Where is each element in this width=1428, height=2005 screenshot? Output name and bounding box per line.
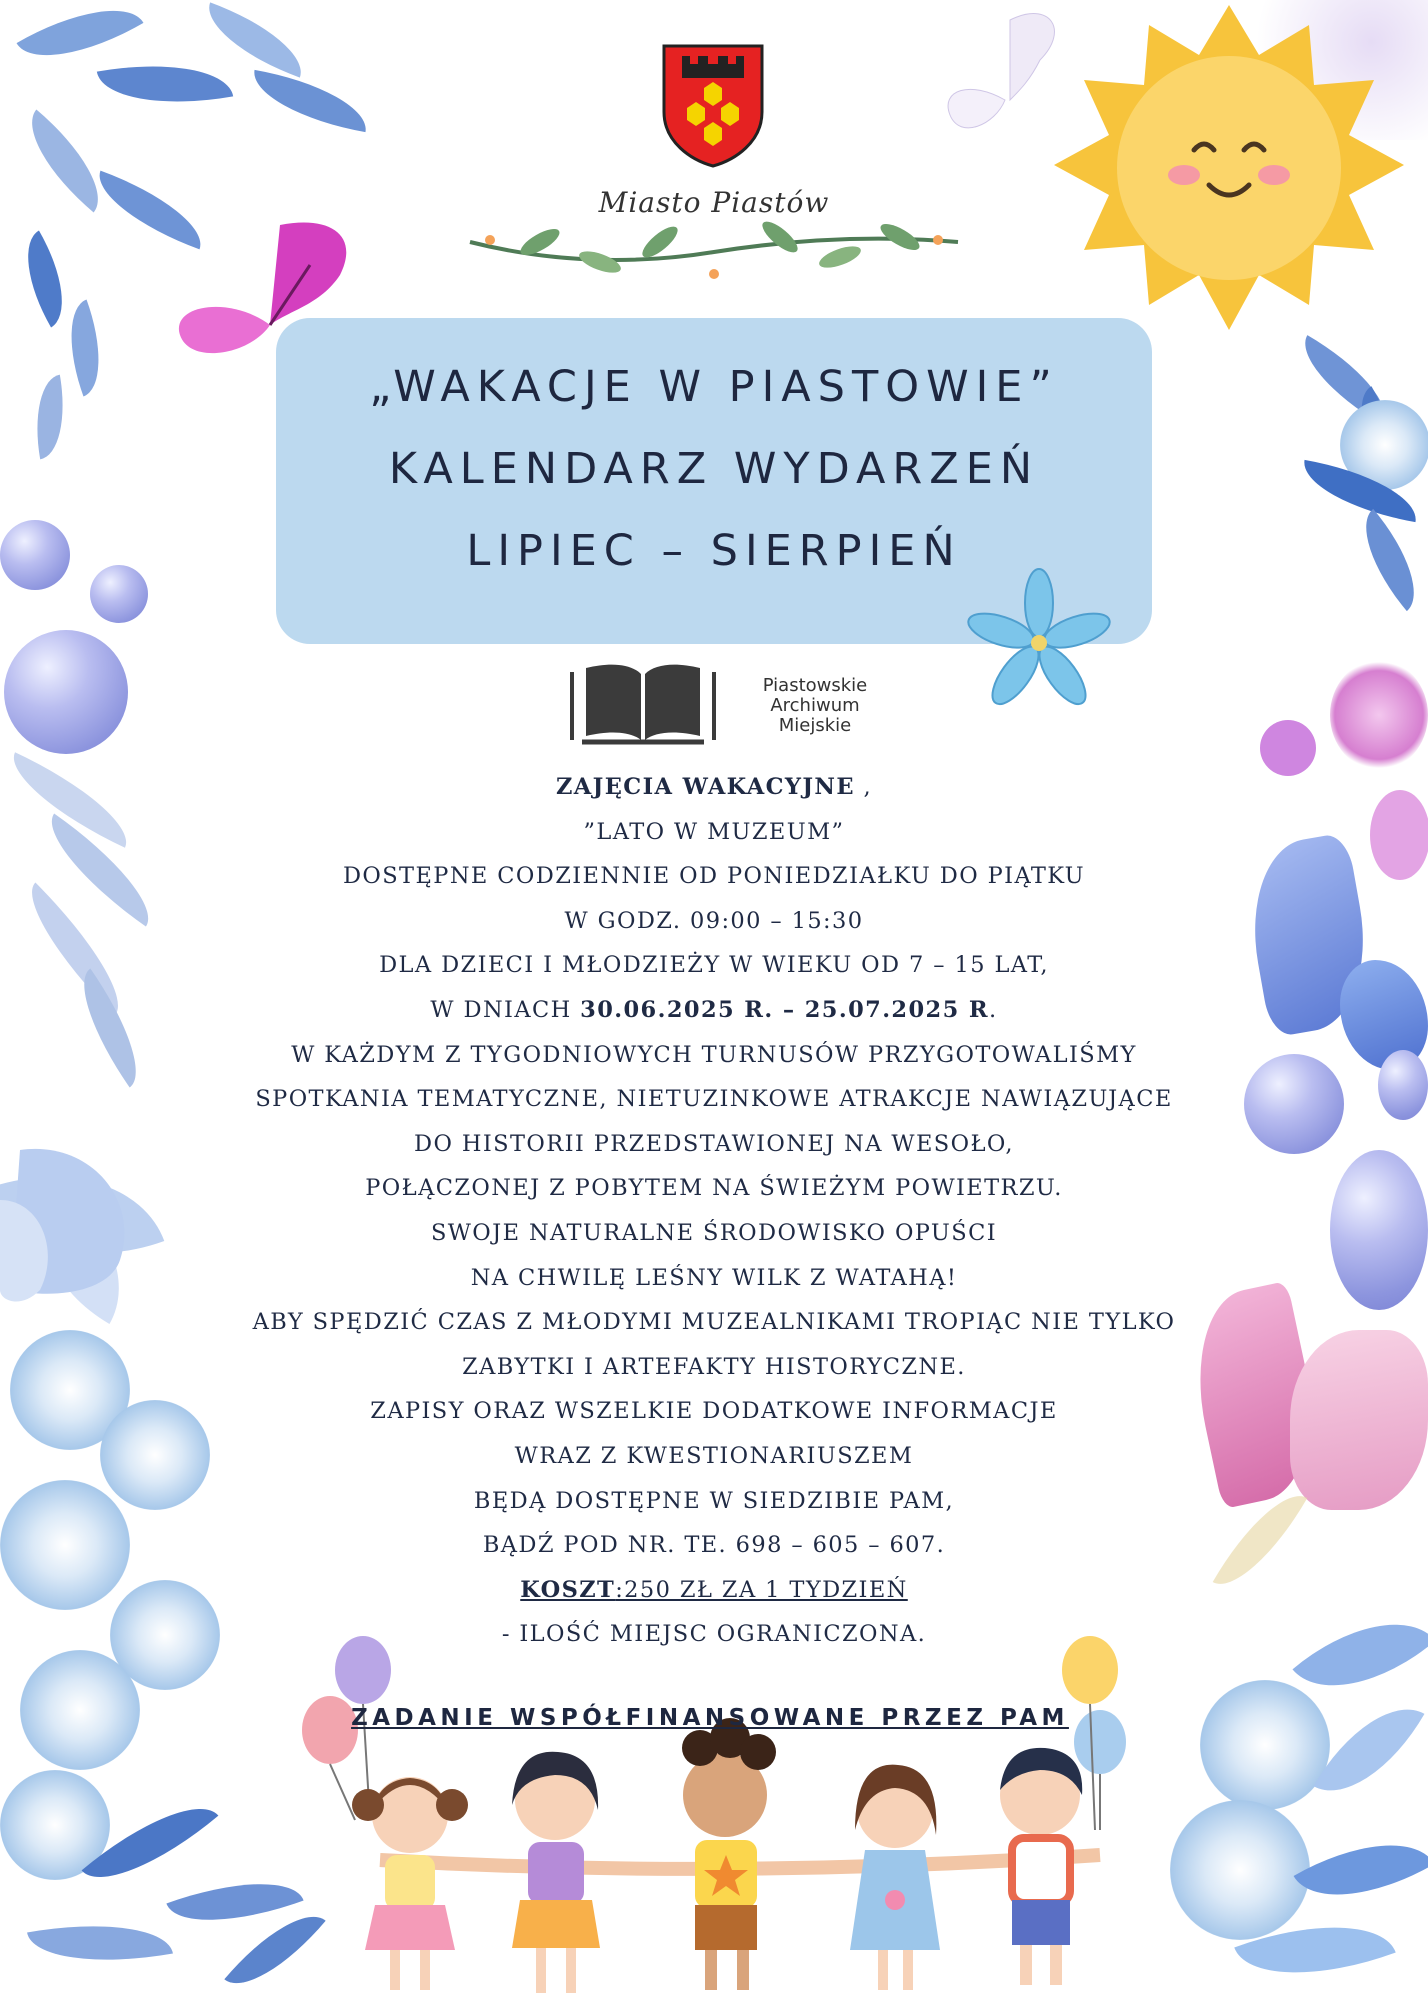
- body-line-8: SPOTKANIA TEMATYCZNE, NIETUZINKOWE ATRAKCJE NAWIĄZUJĄCE: [255, 1086, 1173, 1113]
- archive-name-line-2: Archiwum: [770, 695, 860, 716]
- body-line-13: ABY SPĘDZIĆ CZAS Z MŁODYMI MUZEALNIKAMI TROPIĄC NIE TYLKO: [252, 1309, 1176, 1336]
- body-line-1: [200, 765, 1228, 810]
- body-line-11: SWOJE NATURALNE ŚRODOWISKO OPUŚCI: [430, 1219, 998, 1246]
- body-line-9: DO HISTORII PRZEDSTAWIONEJ NA WESOŁO,: [414, 1130, 1014, 1157]
- body-line-6-post: .: [989, 996, 998, 1023]
- title-line-3: LIPIEC – SIERPIEŃ: [466, 526, 962, 576]
- city-crest-icon: [660, 42, 766, 168]
- body-line-6: [200, 988, 1228, 1033]
- body-line-15: ZAPISY ORAZ WSZELKIE DODATKOWE INFORMACJE: [370, 1398, 1058, 1425]
- body-line-16: WRAZ Z KWESTIONARIUSZEM: [514, 1442, 914, 1469]
- body-line-20: - ILOŚĆ MIEJSC OGRANICZONA.: [501, 1621, 927, 1648]
- cost-value: :250 ZŁ ZA 1 TYDZIEŃ: [615, 1576, 908, 1603]
- body-line-19: [200, 1568, 1228, 1613]
- title-line-1: „WAKACJE W PIASTOWIE”: [369, 362, 1059, 412]
- body-line-18: BĄDŹ POD NR. TE. 698 – 605 – 607.: [482, 1532, 946, 1559]
- body-line-1-rest: ,: [854, 774, 873, 800]
- body-line-2: ”LATO W MUZEUM”: [583, 818, 845, 845]
- body-line-6-pre: W DNIACH: [430, 996, 581, 1023]
- blue-butterfly-icon: [0, 1140, 160, 1320]
- archive-name: [740, 676, 890, 736]
- archive-name-line-3: Miejskie: [778, 715, 852, 736]
- date-range: 30.06.2025 R. – 25.07.2025 R: [580, 996, 989, 1023]
- body-line-4: W GODZ. 09:00 – 15:30: [564, 907, 864, 934]
- body-line-3: DOSTĘPNE CODZIENNIE OD PONIEDZIAŁKU DO PIĄTKU: [342, 863, 1086, 890]
- body-line-14: ZABYTKI I ARTEFAKTY HISTORYCZNE.: [462, 1353, 966, 1380]
- body-line-10: POŁĄCZONEJ Z POBYTEM NA ŚWIEŻYM POWIETRZU.: [365, 1175, 1063, 1202]
- body-line-12: NA CHWILĘ LEŚNY WILK Z WATAHĄ!: [470, 1264, 958, 1291]
- announcement-body: [200, 765, 1228, 1657]
- funding-note: ZADANIE WSPÓŁFINANSOWANE PRZEZ PAM: [351, 1705, 1069, 1731]
- activities-heading: ZAJĘCIA WAKACYJNE: [555, 774, 855, 800]
- vine-ornament-icon: [460, 212, 968, 292]
- body-line-17: BĘDĄ DOSTĘPNE W SIEDZIBIE PAM,: [473, 1487, 955, 1514]
- blue-flower-icon: [964, 568, 1114, 718]
- city-name: Miasto Piastów: [598, 186, 830, 219]
- children-holding-hands-illustration: [300, 1630, 1160, 2000]
- smiling-sun-icon: [1044, 0, 1414, 350]
- title-line-2: KALENDARZ WYDARZEŃ: [388, 444, 1040, 494]
- body-line-5: DLA DZIECI I MŁODZIEŻY W WIEKU OD 7 – 15 LAT,: [379, 952, 1049, 979]
- cost-label: KOSZT: [520, 1576, 616, 1603]
- archive-name-line-1: Piastowskie: [762, 675, 868, 696]
- body-line-7: W KAŻDYM Z TYGODNIOWYCH TURNUSÓW PRZYGOTOWALIŚMY: [291, 1041, 1137, 1068]
